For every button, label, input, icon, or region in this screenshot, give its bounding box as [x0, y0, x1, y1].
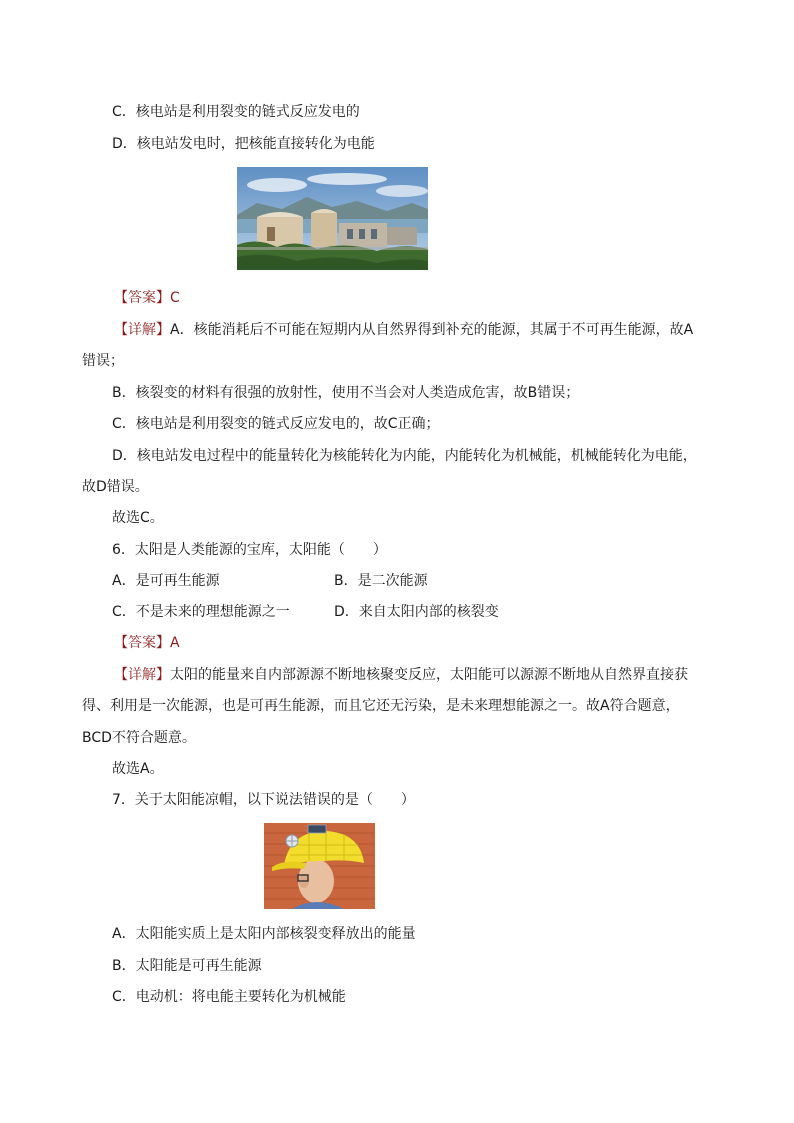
q6-option-a: A．是可再生能源: [112, 573, 220, 589]
answer-tag: 【答案】: [114, 635, 170, 651]
q6-option-d: D．来自太阳内部的核裂变: [334, 604, 499, 620]
q7-option-c: C．电动机：将电能主要转化为机械能: [112, 989, 346, 1005]
q5-option-c: C．核电站是利用裂变的链式反应发电的: [112, 104, 360, 120]
nuclear-plant-photo: [237, 167, 428, 270]
detail-text: 太阳的能量来自内部源源不断地核聚变反应，太阳能可以源源不断地从自然界直接获: [170, 667, 688, 683]
q7-stem: 7．关于太阳能凉帽，以下说法错误的是（ ）: [112, 792, 415, 808]
q6-conclusion: 故选A。: [112, 761, 164, 777]
q5-detail-line-2: 错误；: [82, 353, 124, 369]
q5-detail-d-1: D．核电站发电过程中的能量转化为核能转化为内能，内能转化为机械能，机械能转化为电能，: [112, 448, 697, 464]
detail-tag: 【详解】: [114, 667, 170, 683]
answer-value: C: [170, 290, 180, 306]
q5-detail-line-1: [114, 320, 693, 340]
detail-tag: 【详解】: [114, 322, 170, 338]
q7-option-a: A．太阳能实质上是太阳内部核裂变释放出的能量: [112, 926, 416, 942]
answer-tag: 【答案】: [114, 290, 170, 306]
q5-option-d: D．核电站发电时，把核能直接转化为电能: [112, 136, 375, 152]
q6-detail-line-3: BCD不符合题意。: [82, 730, 196, 746]
q6-option-b: B．是二次能源: [334, 573, 428, 589]
q7-option-b: B．太阳能是可再生能源: [112, 958, 262, 974]
solar-hat-photo: [264, 823, 375, 909]
q6-detail-line-1: [114, 665, 688, 685]
detail-text: A．核能消耗后不可能在短期内从自然界得到补充的能源，其属于不可再生能源，故A: [170, 322, 694, 338]
q5-detail-d-2: 故D错误。: [82, 479, 149, 495]
q6-detail-line-2: 得、利用是一次能源，也是可再生能源，而且它还无污染，是未来理想能源之一。故A符合题意，: [82, 698, 680, 714]
q5-conclusion: 故选C。: [112, 510, 164, 526]
q5-detail-c: C．核电站是利用裂变的链式反应发电的，故C正确；: [112, 416, 440, 432]
q6-option-c: C．不是未来的理想能源之一: [112, 604, 290, 620]
q6-stem: 6．太阳是人类能源的宝库，太阳能（ ）: [112, 542, 387, 558]
q6-answer: [114, 633, 180, 653]
answer-value: A: [170, 635, 180, 651]
q5-answer: [114, 288, 180, 308]
q5-detail-b: B．核裂变的材料有很强的放射性，使用不当会对人类造成危害，故B错误；: [112, 385, 580, 401]
